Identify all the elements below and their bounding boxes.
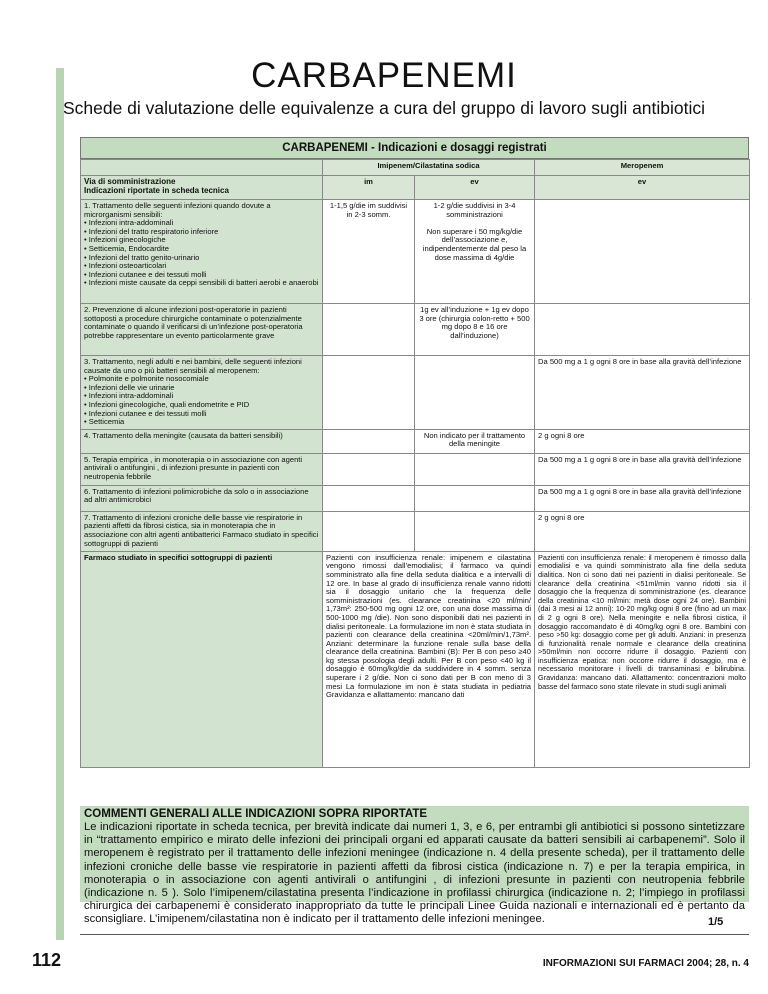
footer-rule xyxy=(80,934,749,935)
route-ev-imipenem: ev xyxy=(415,176,535,200)
route-label: Via di somministrazione xyxy=(84,177,176,186)
indication-title: 6. Trattamento di infezioni polimicrobiche da solo o in associazione ad altri antimicrobici xyxy=(84,486,309,505)
indication-title: 4. Trattamento della meningite (causata da batteri sensibili) xyxy=(84,430,283,440)
indication-list xyxy=(84,219,319,288)
table-row xyxy=(81,356,750,430)
special-imipenem: Pazienti con insufficienza renale: imipenem e cilastatina vengono rimossi dall’emodialisi; il farmaco va quindi somministrato alla fine della seduta dialitica e a intervalli di 12 ore. In base al grado di insufficienza renale vanno ridotti sia il dosaggio unitario che la frequenza delle somministrazioni (es. clearance creatinina <20 ml/min/ 1,73m²: 250-500 mg ogni 12 ore, con una dose massima di 500-1000 mg /die). Non sono disponibili dati nei pazienti in dialisi peritoneale. La formulazione im non è stata studiata in pazienti con clearance della creatinina <20ml/min/1,73m². Anziani: determinare la funzione renale sulla base della clearance della creatinina. Bambini (B): Per B con peso ≥40 kg stessa posologia degli adulti. Per B con peso <40 kg il dosaggio è 60mg/kg/die da suddividere in 4 somm. senza superare i 2 g/die. Non ci sono dati per B con meno di 3 mesi La formulazione im non è stata studiata in pediatria Gravidanza e allattamento: mancano dati xyxy=(323,551,535,767)
indication-title: 1. Trattamento delle seguenti infezioni quando dovute a microrganismi sensibili: xyxy=(84,201,271,219)
dose-ev xyxy=(415,453,535,485)
dose-ev: Non indicato per il trattamento della meningite xyxy=(415,429,535,453)
table-row xyxy=(81,200,750,304)
dose-mero: Da 500 mg a 1 g ogni 8 ore in base alla gravità dell’infezione xyxy=(535,485,750,511)
dose-im xyxy=(323,511,415,551)
sidebar-accent-bar xyxy=(56,68,64,940)
dose-mero xyxy=(535,200,750,304)
header-blank xyxy=(81,160,323,176)
special-label: Farmaco studiato in specifici sottogruppi di pazienti xyxy=(81,551,323,767)
list-item: • Infezioni cutanee e dei tessuti molli xyxy=(84,271,319,280)
indication-cell xyxy=(81,485,323,511)
dose-mero: Da 500 mg a 1 g ogni 8 ore in base alla gravità dell’infezione xyxy=(535,356,750,430)
indications-table xyxy=(80,159,750,768)
dose-im: 1-1,5 g/die im suddivisi in 2-3 somm. xyxy=(323,200,415,304)
indication-cell xyxy=(81,200,323,304)
list-item: • Infezioni osteoarticolari xyxy=(84,262,319,271)
table-row xyxy=(81,304,750,356)
journal-citation: INFORMAZIONI SUI FARMACI 2004; 28, n. 4 xyxy=(542,958,749,969)
table-row xyxy=(81,429,750,453)
list-item: • Setticemia xyxy=(84,418,319,427)
drug1-header: Imipenem/Cilastatina sodica xyxy=(323,160,535,176)
dose-im xyxy=(323,429,415,453)
comments-body: Le indicazioni riportate in scheda tecnica, per brevità indicate dai numeri 1, 3, e 6, per entrambi gli antibiotici si possono sintetizzare in “trattamento empirico e mirato delle infezioni dei principali organi ed apparati causate da batteri sensibili ai carbapenemi”. Solo il meropenem è registrato per il trattamento delle infezioni meningee (indicazione n. 4 della presente scheda), per il trattamento delle infezioni croniche delle basse vie respiratorie in pazienti affetti da fibrosi cistica (indicazione n. 7) e per la terapia empirica, in monoterapia o in associazione con agenti antivirali o antifungini , di infezioni presunte in pazienti con neutropenia febbrile (indicazione n. 5 ). Solo l’imipenem/cilastatina presenta l’indicazione in profilassi chirurgica (indicazione n. 2; l’impiego in profilassi chirurgica dei carbapenemi è considerato inappropriato da tutte le principali Linee Guida nazionali e internazionali ed è pertanto da sconsigliare. L’imipenem/cilastatina non è indicato per il trattamento delle infezioni meningee. xyxy=(84,821,745,926)
page-number: 112 xyxy=(32,950,62,970)
indication-cell xyxy=(81,453,323,485)
dose-ev xyxy=(415,511,535,551)
dose-im xyxy=(323,356,415,430)
special-meropenem: Pazienti con insufficienza renale: il meropenem è rimosso dalla emodialisi e va quindi somministrato alla fine della seduta dialitica. Non ci sono dati nei pazienti in dialisi peritoneale. Se clearance della creatinina <51ml/min vanno ridotti sia il dosaggio che la frequenza di somministrazione (es. clearance della creatinina <10 ml/min: metà dose ogni 24 ore). Bambini (dai 3 mesi ai 12 anni): 10-20 mg/kg ogni 8 ore (fino ad un max di 2 g ogni 8 ore). Nella meningite e nella fibrosi cistica, il dosaggio raccomandato è di 40mg/kg ogni 8 ore. Bambini con peso >50 kg: dosaggio come per gli adulti. Anziani: in presenza di funzionalità renale normale e clearance della creatinina >50ml/min non occorre ridurre il dosaggio. Pazienti con insufficienza epatica: non occorre ridurre il dosaggio, ma è necessario monitorare i livelli di transaminasi e bilirubina. Gravidanza: mancano dati. Allattamento: concentrazioni molto basse del farmaco sono state rilevate in studi sugli animali xyxy=(535,551,750,767)
indication-rows xyxy=(81,200,750,552)
dose-im xyxy=(323,485,415,511)
page-subtitle: Schede di valutazione delle equivalenze a cura del gruppo di lavoro sugli antibiotici xyxy=(62,98,706,118)
indication-title: 7. Trattamento di infezioni croniche delle basse vie respiratorie in pazienti affetti da fibrosi cistica, sia in monoterapia che in associazione con altri agenti antibatterici Farmaco studiato in specifici sottogruppi di pazienti xyxy=(84,512,319,548)
indication-cell xyxy=(81,429,323,453)
indication-title: 3. Trattamento, negli adulti e nei bambini, delle seguenti infezioni causate da uno o più batteri sensibili al meropenem: xyxy=(84,357,302,375)
route-header-cell xyxy=(81,176,323,200)
comments-heading: COMMENTI GENERALI ALLE INDICAZIONI SOPRA RIPORTATE xyxy=(84,808,428,820)
table-row xyxy=(81,485,750,511)
drug2-header: Meropenem xyxy=(535,160,750,176)
indications-table-container xyxy=(80,137,749,768)
list-item: • Infezioni intra-addominali xyxy=(84,392,319,401)
list-item: • Infezioni delle vie urinarie xyxy=(84,384,319,393)
indication-title: 2. Prevenzione di alcune infezioni post-operatorie in pazienti sottoposti a procedure chirurgiche contaminate o potenzialmente contaminate o quando il verificarsi di un’infezione post-operatoria potrebbe rappresentare un evento particolarmente grave xyxy=(84,305,303,340)
dose-mero: 2 g ogni 8 ore xyxy=(535,511,750,551)
table-row xyxy=(81,511,750,551)
table-row xyxy=(81,453,750,485)
dose-ev: 1g ev all’induzione + 1g ev dopo 3 ore (chirurgia colon-retto + 500 mg dopo 8 e 16 ore dall’induzione) xyxy=(415,304,535,356)
dose-ev xyxy=(415,356,535,430)
indication-cell xyxy=(81,511,323,551)
indications-label: Indicazioni riportate in scheda tecnica xyxy=(84,185,229,195)
page-title: CARBAPENEMI xyxy=(251,56,517,95)
indication-cell xyxy=(81,356,323,430)
indication-cell xyxy=(81,304,323,356)
list-item: • Infezioni miste causate da ceppi sensibili di batteri aerobi e anaerobi xyxy=(84,279,319,288)
list-item: • Polmonite e polmonite nosocomiale xyxy=(84,375,319,384)
route-ev-meropenem: ev xyxy=(535,176,750,200)
indication-title: 5. Terapia empirica , in monoterapia o in associazione con agenti antivirali o antifungini , di infezioni presunte in pazienti con neutropenia febbrile xyxy=(84,454,303,481)
list-item: • Infezioni cutanee e dei tessuti molli xyxy=(84,410,319,419)
list-item: • Setticemia, Endocardite xyxy=(84,245,319,254)
dose-im xyxy=(323,304,415,356)
dose-mero: Da 500 mg a 1 g ogni 8 ore in base alla gravità dell’infezione xyxy=(535,453,750,485)
dose-ev: 1-2 g/die suddivisi in 3-4 somministrazioni Non superare i 50 mg/kg/die dell’associazione e, indipendentemente dal peso la dose massima di 4g/die xyxy=(415,200,535,304)
list-item: • Infezioni del tratto respiratorio inferiore xyxy=(84,228,319,237)
table-title: CARBAPENEMI - Indicazioni e dosaggi registrati xyxy=(80,137,749,159)
list-item: • Infezioni ginecologiche, quali endometrite e PID xyxy=(84,401,319,410)
list-item: • Infezioni ginecologiche xyxy=(84,236,319,245)
list-item: • Infezioni intra-addominali xyxy=(84,219,319,228)
dose-mero: 2 g ogni 8 ore xyxy=(535,429,750,453)
dose-ev xyxy=(415,485,535,511)
indication-list xyxy=(84,375,319,427)
list-item: • Infezioni del tratto genito-urinario xyxy=(84,254,319,263)
route-im: im xyxy=(323,176,415,200)
dose-im xyxy=(323,453,415,485)
section-page: 1/5 xyxy=(708,916,724,928)
dose-mero xyxy=(535,304,750,356)
